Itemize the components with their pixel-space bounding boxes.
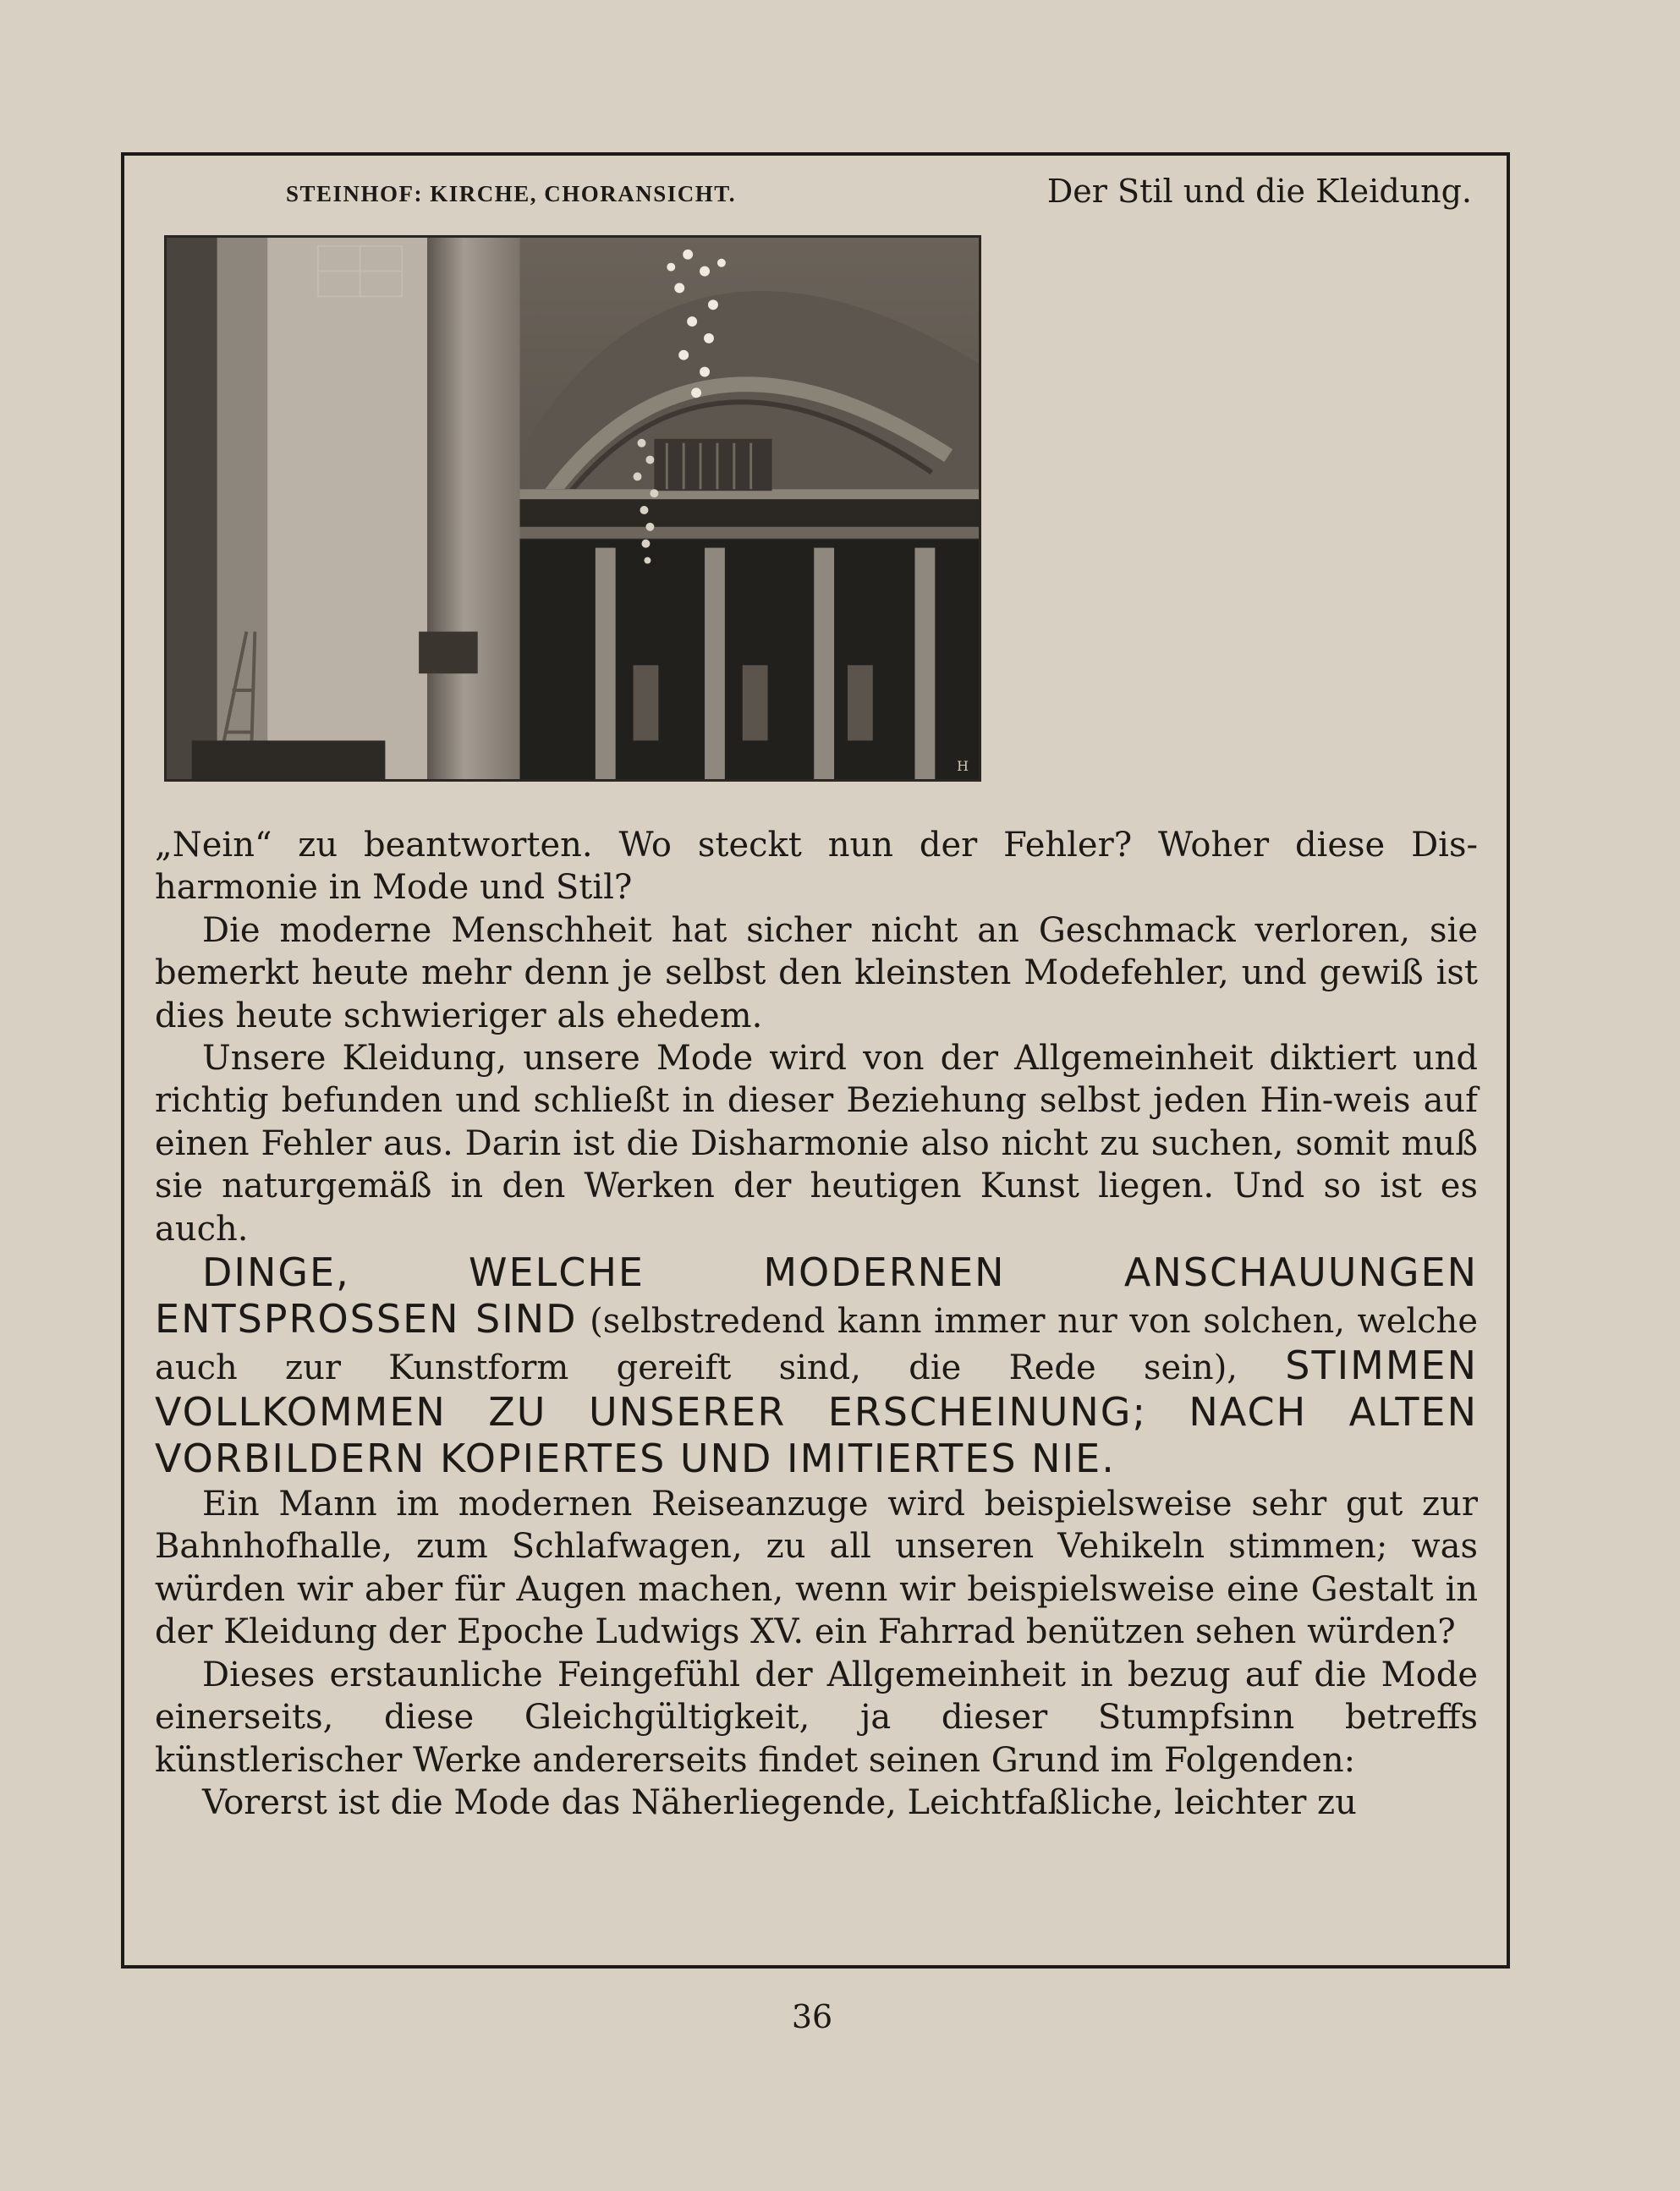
church-interior-photo (164, 235, 981, 782)
photo-illustration (167, 238, 979, 779)
parenthetical-note: (selbstredend kann immer nur von solchen, welche auch zur Kunstform gereift sind, die Rede sein), (155, 1302, 1478, 1388)
paragraph-3: Unsere Kleidung, unsere Mode wird von der Allgemeinheit diktiert und richtig befunden und schließt in dieser Beziehung selbst jeden Hin-weis auf einen Fehler aus. Darin ist die Disharmonie also nicht zu suchen, somit muß sie naturgemäß in den Werken der heutigen Kunst liegen. Und so ist es auch. (155, 1039, 1478, 1249)
paragraph-5: Ein Mann im modernen Reiseanzuge wird beispielsweise sehr gut zur Bahnhofhalle, zum Schlafwagen, zu all unseren Vehikeln stimmen; was würden wir aber für Augen machen, wenn wir beispielsweise eine Gestalt in der Kleidung der Epoche Ludwigs XV. ein Fahrrad benützen sehen würden? (155, 1485, 1478, 1652)
caps-statement-b: STIMMEN VOLLKOMMEN ZU UNSERER ERSCHEINUNG; NACH ALTEN VORBILDERN KOPIERTES UND IMITIERTES NIE. (155, 1343, 1478, 1482)
paragraph-4 (155, 1250, 1478, 1483)
page-number: 36 (791, 1998, 833, 2035)
monogram: H (957, 758, 969, 775)
paragraph-2: Die moderne Menschheit hat sicher nicht an Geschmack verloren, sie bemerkt heute mehr denn je selbst den kleinsten Modefehler, und gewiß ist dies heute schwieriger als ehedem. (155, 910, 1478, 1035)
paragraph-1: „Nein“ zu beantworten. Wo steckt nun der Fehler? Woher diese Dis-harmonie in Mode und Stil? (155, 826, 1478, 908)
paragraph-6: Dieses erstaunliche Feingefühl der Allgemeinheit in bezug auf die Mode einerseits, diese Gleichgültigkeit, ja dieser Stumpfsinn betreffs künstlerischer Werke andererseits findet seinen Grund im Folgenden: (155, 1655, 1478, 1780)
figure-caption: STEINHOF: KIRCHE, CHORANSICHT. (285, 181, 737, 206)
running-title: Der Stil und die Kleidung. (1046, 173, 1472, 210)
paragraph-7: Vorerst ist die Mode das Näherliegende, Leichtfaßliche, leichter zu (202, 1782, 1357, 1822)
caps-statement-a: DINGE, WELCHE MODERNEN ANSCHAUUNGEN ENTSPROSSEN SIND (155, 1249, 1478, 1343)
article-body (155, 824, 1478, 1824)
